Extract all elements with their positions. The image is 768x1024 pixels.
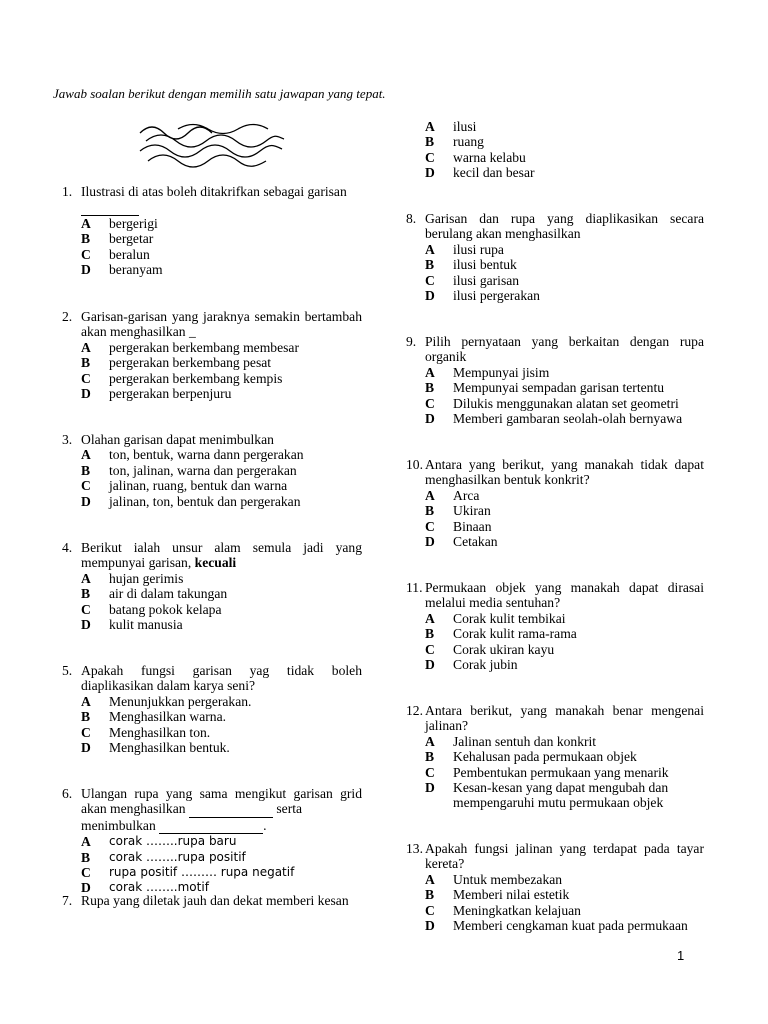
option-text: Dilukis menggunakan alatan set geometri [453,395,679,411]
answer-option-b[interactable] [81,850,362,865]
answer-option-a[interactable] [81,447,362,462]
option-letter: D [81,493,91,509]
option-letter: A [81,693,91,709]
option-text: Memberi nilai estetik [453,887,570,903]
answer-option-d[interactable] [425,534,704,549]
option-letter: B [81,709,91,725]
option-letter: B [425,134,435,150]
answer-option-d[interactable] [425,165,704,180]
option-text: ilusi [453,119,477,134]
question-11: 11. Permukaan objek yang manakah dapat dirasai melalui media sentuhan? A Corak kulit tembikai B Corak kulit rama-rama C Corak ukiran kayu D Corak jubin [406,580,704,673]
option-text: Arca [453,487,480,503]
option-letter: B [81,462,91,478]
option-letter: A [425,610,435,626]
answer-option-b[interactable] [81,355,362,370]
option-text: pergerakan berkembang pesat [109,355,272,371]
question-text: Berikut ialah unsur alam semula jadi yang mempunyai garisan, [81,540,362,571]
option-letter: A [81,834,91,850]
option-letter: C [425,641,435,657]
emphasis-word: kecuali [194,555,237,571]
option-letter: C [81,246,91,262]
answer-option-d[interactable] [425,918,704,933]
option-text: Corak kulit tembikai [453,610,566,626]
option-text: Meningkatkan kelajuan [453,902,581,918]
answer-option-d[interactable] [425,411,704,426]
question-3: 3. Olahan garisan dapat menimbulkan A ton, bentuk, warna dann pergerakan B ton, jalinan, warna dan pergerakan C jalinan, ruang, bentuk dan warna D jalinan, ton, bentuk dan pergerakan [62,432,362,509]
option-text: ilusi pergerakan [453,288,540,304]
answer-blank [189,801,273,817]
option-text: warna kelabu [453,149,526,165]
option-letter: A [81,215,91,231]
answer-option-a[interactable] [81,834,362,849]
answer-option-a[interactable] [425,734,704,749]
question-text: Pilih pernyataan yang berkaitan dengan rupa organik [425,334,704,365]
option-text: Pembentukan permukaan yang menarik [453,764,669,780]
option-letter: A [81,447,91,463]
option-letter: A [81,570,91,586]
option-letter: C [425,149,435,165]
answer-blank [159,818,263,834]
option-text: corak ……..motif [109,880,209,895]
question-text: Garisan dan rupa yang diaplikasikan secara berulang akan menghasilkan [425,211,704,242]
answer-option-b[interactable] [81,231,362,246]
answer-option-b[interactable] [81,463,362,478]
answer-option-c[interactable] [81,371,362,386]
answer-option-d[interactable] [425,780,704,811]
answer-option-a[interactable] [425,242,704,257]
option-text: Binaan [453,518,492,534]
answer-option-a[interactable] [425,872,704,887]
option-letter: B [81,849,91,865]
answer-option-b[interactable] [81,586,362,601]
option-text: Menghasilkan ton. [109,724,211,740]
option-text: hujan gerimis [109,570,184,586]
answer-option-d[interactable] [81,494,362,509]
option-letter: A [425,241,435,257]
option-text: Corak ukiran kayu [453,641,555,657]
option-letter: D [425,780,435,796]
answer-option-a[interactable] [425,611,704,626]
answer-option-c[interactable] [81,602,362,617]
option-text: ton, jalinan, warna dan pergerakan [109,462,297,478]
question-13: 13. Apakah fungsi jalinan yang terdapat pada tayar kereta? A Untuk membezakan B Memberi nilai estetik C Meningkatkan kelajuan D Memberi cengkaman kuat pada permukaan [406,841,704,934]
answer-option-b[interactable] [425,626,704,641]
question-4: 4. Berikut ialah unsur alam semula jadi yang mempunyai garisan, kecuali A hujan gerimis B air di dalam takungan C batang pokok kelapa D kulit manusia [62,540,362,633]
answer-option-d[interactable] [425,657,704,672]
option-text: ruang [453,134,484,150]
option-text: beranyam [109,262,163,278]
option-letter: C [81,865,91,881]
answer-option-b[interactable] [425,503,704,518]
option-text: jalinan, ton, bentuk dan pergerakan [109,493,301,509]
question-text: Apakah fungsi jalinan yang terdapat pada tayar kereta? [425,841,704,872]
option-text: Menghasilkan warna. [109,709,227,725]
question-1: 1. Ilustrasi di atas boleh ditakrifkan sebagai garisan A bergerigi B bergetar C beralun D beranyam [62,184,362,277]
option-letter: B [425,257,435,273]
answer-option-d[interactable] [81,740,362,755]
answer-option-b[interactable] [425,380,704,395]
option-letter: D [425,918,435,934]
option-letter: B [425,749,435,765]
answer-option-b[interactable] [81,709,362,724]
option-text: corak ……..rupa baru [109,834,237,849]
option-text: jalinan, ruang, bentuk dan warna [109,478,288,494]
option-text: bergerigi [109,215,158,231]
answer-option-c[interactable] [425,273,704,288]
option-letter: B [81,586,91,602]
option-text: air di dalam takungan [109,586,228,602]
question-7-options [406,119,704,181]
answer-option-d[interactable] [81,386,362,401]
option-text: Memberi gambaran seolah-olah bernyawa [453,411,683,427]
option-text: Untuk membezakan [453,871,563,887]
question-5: 5. Apakah fungsi garisan yag tidak boleh diaplikasikan dalam karya seni? A Menunjukkan pergerakan. B Menghasilkan warna. C Menghasilkan ton. D Menghasilkan bentuk. [62,663,362,756]
option-text: corak ……..rupa positif [109,849,246,864]
option-text: ilusi bentuk [453,257,517,273]
option-text: kecil dan besar [453,165,535,181]
answer-option-c[interactable] [425,150,704,165]
answer-option-a[interactable] [425,119,704,134]
question-8: 8. Garisan dan rupa yang diaplikasikan secara berulang akan menghasilkan A ilusi rupa B ilusi bentuk C ilusi garisan D ilusi pergerakan [406,211,704,304]
option-letter: C [425,395,435,411]
instruction-text: Jawab soalan berikut dengan memilih satu jawapan yang tepat. [53,86,386,101]
option-text: Mempunyai sempadan garisan tertentu [453,380,665,396]
question-text: Antara yang berikut, yang manakah tidak dapat menghasilkan bentuk konkrit? [425,457,704,488]
option-letter: C [81,601,91,617]
option-text: ton, bentuk, warna dann pergerakan [109,447,304,463]
wavy-lines-illustration [138,123,286,169]
option-letter: B [425,887,435,903]
answer-option-a[interactable] [81,571,362,586]
question-text: Rupa yang diletak jauh dan dekat memberi kesan [81,893,349,908]
question-6: 6. Ulangan rupa yang sama mengikut garisan grid akan menghasilkan serta menimbulkan . A corak ……..rupa baru B corak ……..rupa positif C rupa positif ……… rupa negatif D corak ……..motif [62,786,362,896]
question-text: Antara berikut, yang manakah benar mengenai jalinan? [425,703,704,734]
answer-option-c[interactable] [81,478,362,493]
option-text: ilusi garisan [453,272,520,288]
option-letter: D [81,880,91,896]
answer-option-b[interactable] [425,887,704,902]
option-text: ilusi rupa [453,241,504,257]
answer-option-d[interactable] [81,617,362,632]
answer-option-d[interactable] [81,262,362,277]
option-letter: C [425,272,435,288]
answer-option-a[interactable] [425,365,704,380]
option-text: pergerakan berkembang kempis [109,370,283,386]
option-letter: D [425,165,435,181]
option-letter: A [81,339,91,355]
option-text: Corak jubin [453,657,518,673]
option-letter: A [425,487,435,503]
answer-option-c[interactable] [81,865,362,880]
option-text: Corak kulit rama-rama [453,626,577,642]
page-number: 1 [677,948,685,963]
option-letter: D [425,288,435,304]
option-text: kulit manusia [109,617,183,633]
answer-option-b[interactable] [425,749,704,764]
question-text: Olahan garisan dapat menimbulkan [81,432,274,447]
answer-option-a[interactable] [81,340,362,355]
question-text: Ilustrasi di atas boleh ditakrifkan sebagai garisan [81,184,347,199]
option-text: Menunjukkan pergerakan. [109,693,252,709]
option-letter: C [425,518,435,534]
option-letter: D [81,740,91,756]
option-letter: C [425,902,435,918]
question-12: 12. Antara berikut, yang manakah benar mengenai jalinan? A Jalinan sentuh dan konkrit B Kehalusan pada permukaan objek C Pembentukan permukaan yang menarik D Kesan-kesan yang dapat mengubah dan mempengaruhi mutu permukaan objek [406,703,704,811]
option-text: Ukiran [453,503,491,519]
answer-option-a[interactable] [425,488,704,503]
answer-option-b[interactable] [425,134,704,149]
option-text: Kehalusan pada permukaan objek [453,749,637,765]
answer-option-c[interactable] [425,519,704,534]
question-10: 10. Antara yang berikut, yang manakah tidak dapat menghasilkan bentuk konkrit? A Arca B Ukiran C Binaan D Cetakan [406,457,704,550]
answer-option-c[interactable] [81,725,362,740]
option-text: Kesan-kesan yang dapat mengubah dan mempengaruhi mutu permukaan objek [453,780,669,811]
answer-option-c[interactable] [425,765,704,780]
option-letter: C [81,478,91,494]
option-letter: D [425,657,435,673]
option-text: Memberi cengkaman kuat pada permukaan [453,918,688,934]
option-letter: A [425,871,435,887]
question-2: 2. Garisan-garisan yang jaraknya semakin bertambah akan menghasilkan _ A pergerakan berkembang membesar B pergerakan berkembang pesat C pergerakan berkembang kempis D pergerakan berpenjuru [62,309,362,402]
option-letter: C [81,724,91,740]
option-text: batang pokok kelapa [109,601,222,617]
option-text: Mempunyai jisim [453,364,550,380]
answer-blank [81,199,139,215]
option-letter: B [81,231,91,247]
option-text: pergerakan berpenjuru [109,386,232,402]
option-letter: B [425,503,435,519]
question-9: 9. Pilih pernyataan yang berkaitan dengan rupa organik A Mempunyai jisim B Mempunyai sempadan garisan tertentu C Dilukis menggunakan alatan set geometri D Memberi gambaran seolah-olah bernyawa [406,334,704,427]
option-text: bergetar [109,231,154,247]
option-letter: B [425,626,435,642]
question-text: Apakah fungsi garisan yag tidak boleh diaplikasikan dalam karya seni? [81,663,362,694]
question-7: 7. Rupa yang diletak jauh dan dekat memberi kesan [62,893,362,908]
option-letter: A [425,733,435,749]
option-letter: C [81,370,91,386]
answer-option-c[interactable] [425,396,704,411]
option-text: pergerakan berkembang membesar [109,339,299,355]
answer-option-c[interactable] [81,247,362,262]
answer-option-b[interactable] [425,257,704,272]
option-letter: A [425,364,435,380]
option-letter: D [425,411,435,427]
question-text: Permukaan objek yang manakah dapat dirasai melalui media sentuhan? [425,580,704,611]
option-letter: D [81,386,91,402]
option-text: Jalinan sentuh dan konkrit [453,733,597,749]
option-text: beralun [109,246,150,262]
option-text: rupa positif ……… rupa negatif [109,865,295,880]
answer-option-a[interactable] [81,694,362,709]
option-letter: B [81,355,91,371]
answer-option-c[interactable] [425,903,704,918]
option-letter: B [425,380,435,396]
answer-option-a[interactable] [81,216,362,231]
option-letter: D [425,534,435,550]
option-letter: C [425,764,435,780]
option-text: Menghasilkan bentuk. [109,740,230,756]
option-letter: D [81,262,91,278]
option-text: Cetakan [453,534,498,550]
answer-option-c[interactable] [425,642,704,657]
option-letter: D [81,617,91,633]
question-text: Garisan-garisan yang jaraknya semakin bertambah akan menghasilkan _ [81,309,362,340]
option-letter: A [425,119,435,134]
answer-option-d[interactable] [425,288,704,303]
